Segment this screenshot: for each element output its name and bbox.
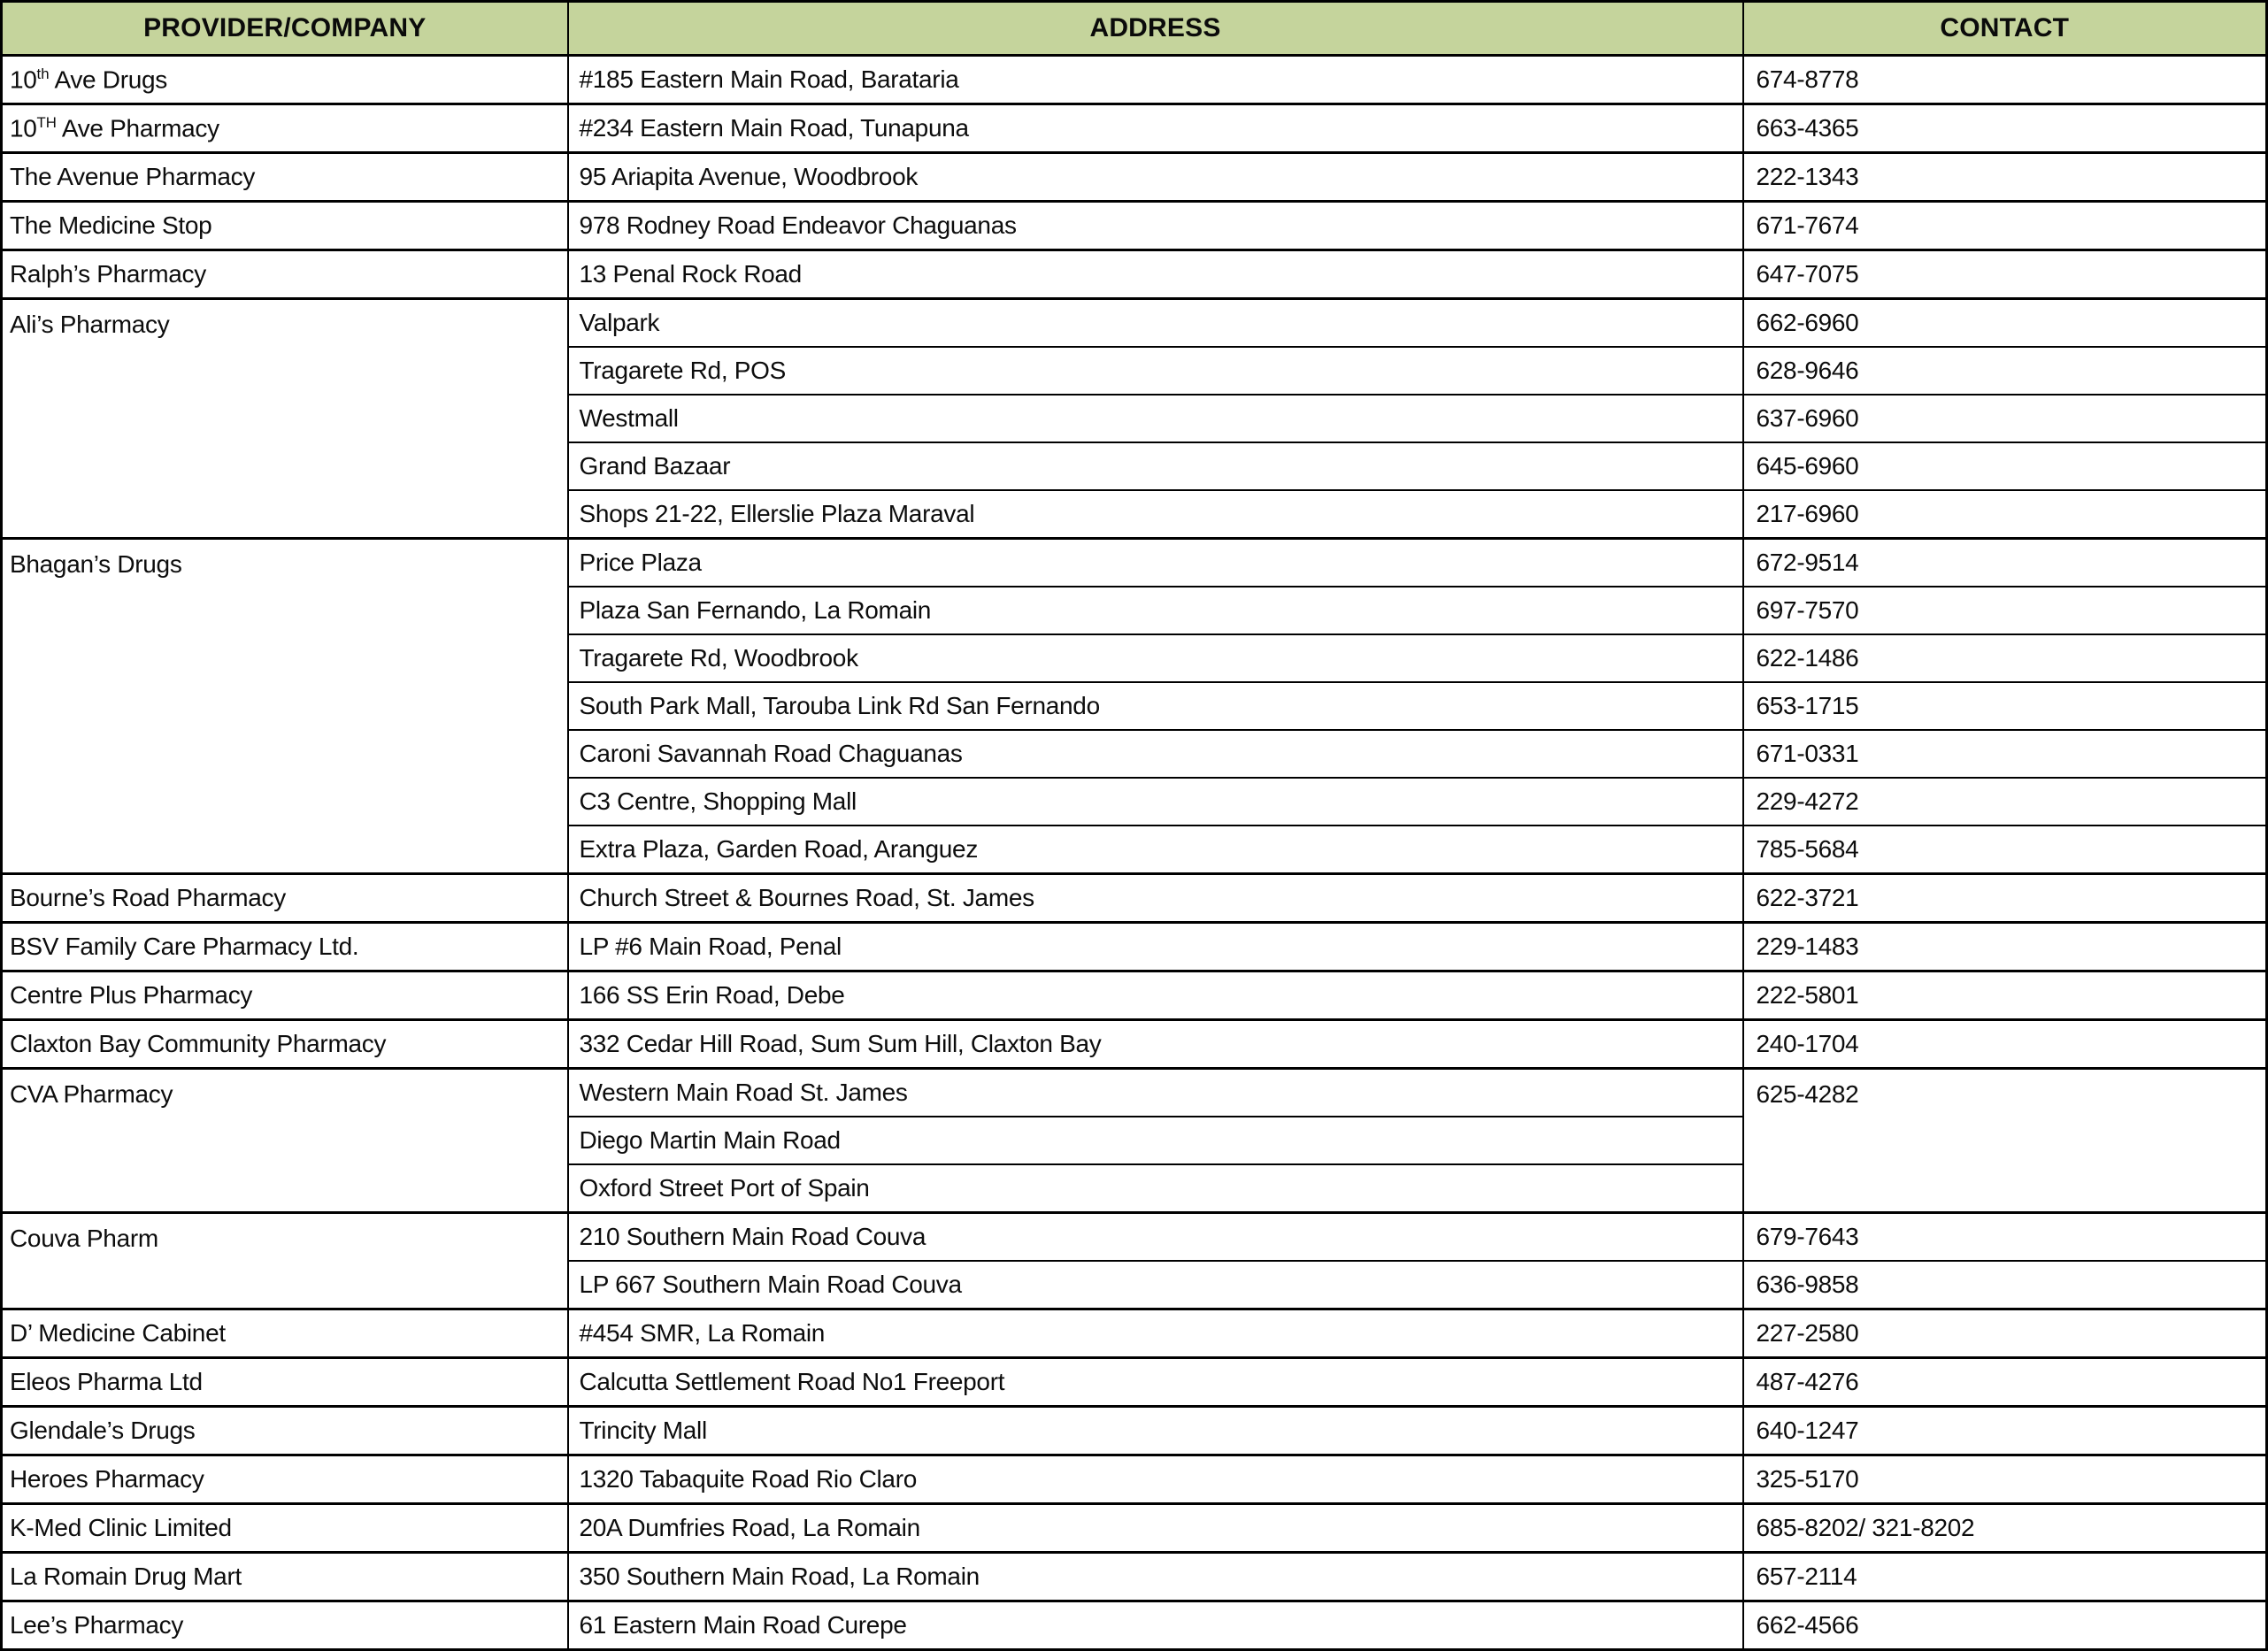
contact-cell: 622-3721: [1743, 874, 2267, 923]
provider-cell: [2, 1601, 568, 1650]
provider-cell: [2, 1553, 568, 1601]
address-cell: Valpark: [568, 299, 1743, 348]
address-cell: Tragarete Rd, Woodbrook: [568, 634, 1743, 682]
table-row: [2, 1020, 2267, 1069]
address-cell: Church Street & Bournes Road, St. James: [568, 874, 1743, 923]
address-cell: #234 Eastern Main Road, Tunapuna: [568, 104, 1743, 153]
address-cell: #185 Eastern Main Road, Barataria: [568, 56, 1743, 104]
contact-cell: 222-1343: [1743, 153, 2267, 202]
table-row: [2, 153, 2267, 202]
column-header-address: ADDRESS: [568, 2, 1743, 56]
address-cell: LP #6 Main Road, Penal: [568, 923, 1743, 971]
address-cell: Westmall: [568, 395, 1743, 442]
table-row: [2, 1213, 2267, 1262]
table-row: [2, 56, 2267, 104]
provider-cell: [2, 874, 568, 923]
contact-cell: 229-1483: [1743, 923, 2267, 971]
provider-name: 10: [10, 65, 37, 94]
provider-cell: [2, 1407, 568, 1455]
address-cell: Plaza San Fernando, La Romain: [568, 587, 1743, 634]
address-cell: Diego Martin Main Road: [568, 1117, 1743, 1164]
provider-name: Centre Plus Pharmacy: [10, 981, 253, 1009]
contact-cell: 679-7643: [1743, 1213, 2267, 1262]
table-row: [2, 1069, 2267, 1117]
address-cell: Tragarete Rd, POS: [568, 347, 1743, 395]
table-row: [2, 299, 2267, 348]
provider-cell: [2, 1358, 568, 1407]
provider-name-superscript: th: [36, 65, 50, 82]
provider-name: Eleos Pharma Ltd: [10, 1368, 203, 1395]
address-cell: Western Main Road St. James: [568, 1069, 1743, 1117]
contact-cell: 222-5801: [1743, 971, 2267, 1020]
table-row: [2, 1309, 2267, 1358]
address-cell: 978 Rodney Road Endeavor Chaguanas: [568, 202, 1743, 250]
address-cell: C3 Centre, Shopping Mall: [568, 778, 1743, 826]
provider-name: CVA Pharmacy: [10, 1080, 173, 1108]
table-row: [2, 539, 2267, 587]
table-header-row: [2, 2, 2267, 56]
address-cell: South Park Mall, Tarouba Link Rd San Fernando: [568, 682, 1743, 730]
table-row: [2, 923, 2267, 971]
address-cell: Oxford Street Port of Spain: [568, 1164, 1743, 1213]
table-row: [2, 1407, 2267, 1455]
address-cell: 61 Eastern Main Road Curepe: [568, 1601, 1743, 1650]
contact-cell: 685-8202/ 321-8202: [1743, 1504, 2267, 1553]
contact-cell: 674-8778: [1743, 56, 2267, 104]
contact-cell: 662-4566: [1743, 1601, 2267, 1650]
column-header-provider: PROVIDER/COMPANY: [2, 2, 568, 56]
pharmacy-table-body: [2, 56, 2267, 1650]
contact-cell: 671-0331: [1743, 730, 2267, 778]
contact-cell: 240-1704: [1743, 1020, 2267, 1069]
provider-name: K-Med Clinic Limited: [10, 1514, 232, 1541]
contact-cell: 487-4276: [1743, 1358, 2267, 1407]
address-cell: 1320 Tabaquite Road Rio Claro: [568, 1455, 1743, 1504]
provider-name: Couva Pharm: [10, 1225, 158, 1252]
address-cell: 332 Cedar Hill Road, Sum Sum Hill, Claxton Bay: [568, 1020, 1743, 1069]
address-cell: 210 Southern Main Road Couva: [568, 1213, 1743, 1262]
contact-cell: 785-5684: [1743, 826, 2267, 874]
provider-name: Bhagan’s Drugs: [10, 550, 182, 578]
address-cell: Shops 21-22, Ellerslie Plaza Maraval: [568, 490, 1743, 539]
provider-name: Lee’s Pharmacy: [10, 1611, 184, 1639]
table-row: [2, 202, 2267, 250]
address-cell: #454 SMR, La Romain: [568, 1309, 1743, 1358]
provider-name: D’ Medicine Cabinet: [10, 1319, 226, 1347]
contact-cell: 645-6960: [1743, 442, 2267, 490]
address-cell: Trincity Mall: [568, 1407, 1743, 1455]
provider-name: 10: [10, 114, 37, 142]
provider-name-rest: Ave Pharmacy: [56, 114, 219, 142]
table-row: [2, 874, 2267, 923]
provider-cell: [2, 1455, 568, 1504]
provider-name: Ralph’s Pharmacy: [10, 260, 206, 288]
contact-cell: 663-4365: [1743, 104, 2267, 153]
table-row: [2, 1601, 2267, 1650]
contact-cell: 647-7075: [1743, 250, 2267, 299]
contact-cell: 217-6960: [1743, 490, 2267, 539]
address-cell: Calcutta Settlement Road No1 Freeport: [568, 1358, 1743, 1407]
contact-cell: 672-9514: [1743, 539, 2267, 587]
column-header-contact: CONTACT: [1743, 2, 2267, 56]
contact-cell: 625-4282: [1743, 1069, 2267, 1213]
provider-name: The Medicine Stop: [10, 211, 212, 239]
contact-cell: 636-9858: [1743, 1261, 2267, 1309]
contact-cell: 697-7570: [1743, 587, 2267, 634]
table-row: [2, 104, 2267, 153]
address-cell: 95 Ariapita Avenue, Woodbrook: [568, 153, 1743, 202]
address-cell: Price Plaza: [568, 539, 1743, 587]
table-row: [2, 1504, 2267, 1553]
address-cell: LP 667 Southern Main Road Couva: [568, 1261, 1743, 1309]
provider-cell: [2, 971, 568, 1020]
provider-cell: [2, 250, 568, 299]
contact-cell: 657-2114: [1743, 1553, 2267, 1601]
address-cell: 350 Southern Main Road, La Romain: [568, 1553, 1743, 1601]
address-cell: 13 Penal Rock Road: [568, 250, 1743, 299]
provider-cell: [2, 153, 568, 202]
contact-cell: 662-6960: [1743, 299, 2267, 348]
provider-cell: [2, 299, 568, 539]
contact-cell: 622-1486: [1743, 634, 2267, 682]
address-cell: Caroni Savannah Road Chaguanas: [568, 730, 1743, 778]
provider-name: Ali’s Pharmacy: [10, 311, 170, 338]
table-row: [2, 250, 2267, 299]
provider-name: Claxton Bay Community Pharmacy: [10, 1030, 387, 1057]
provider-name-superscript: TH: [36, 113, 57, 131]
provider-cell: [2, 56, 568, 104]
provider-cell: [2, 1504, 568, 1553]
address-cell: 166 SS Erin Road, Debe: [568, 971, 1743, 1020]
provider-cell: [2, 1069, 568, 1213]
provider-name: Bourne’s Road Pharmacy: [10, 884, 286, 911]
contact-cell: 653-1715: [1743, 682, 2267, 730]
contact-cell: 325-5170: [1743, 1455, 2267, 1504]
provider-name: La Romain Drug Mart: [10, 1563, 242, 1590]
provider-cell: [2, 104, 568, 153]
provider-cell: [2, 1213, 568, 1309]
provider-cell: [2, 539, 568, 874]
provider-name: Glendale’s Drugs: [10, 1417, 196, 1444]
table-row: [2, 1553, 2267, 1601]
provider-cell: [2, 1020, 568, 1069]
provider-name-rest: Ave Drugs: [49, 65, 167, 94]
contact-cell: 628-9646: [1743, 347, 2267, 395]
contact-cell: 229-4272: [1743, 778, 2267, 826]
contact-cell: 637-6960: [1743, 395, 2267, 442]
table-row: [2, 1358, 2267, 1407]
table-row: [2, 1455, 2267, 1504]
contact-cell: 640-1247: [1743, 1407, 2267, 1455]
contact-cell: 671-7674: [1743, 202, 2267, 250]
address-cell: Extra Plaza, Garden Road, Aranguez: [568, 826, 1743, 874]
provider-cell: [2, 1309, 568, 1358]
provider-name: BSV Family Care Pharmacy Ltd.: [10, 933, 359, 960]
contact-cell: 227-2580: [1743, 1309, 2267, 1358]
provider-name: Heroes Pharmacy: [10, 1465, 204, 1493]
provider-cell: [2, 202, 568, 250]
table-row: [2, 971, 2267, 1020]
provider-cell: [2, 923, 568, 971]
address-cell: 20A Dumfries Road, La Romain: [568, 1504, 1743, 1553]
address-cell: Grand Bazaar: [568, 442, 1743, 490]
provider-name: The Avenue Pharmacy: [10, 163, 256, 190]
